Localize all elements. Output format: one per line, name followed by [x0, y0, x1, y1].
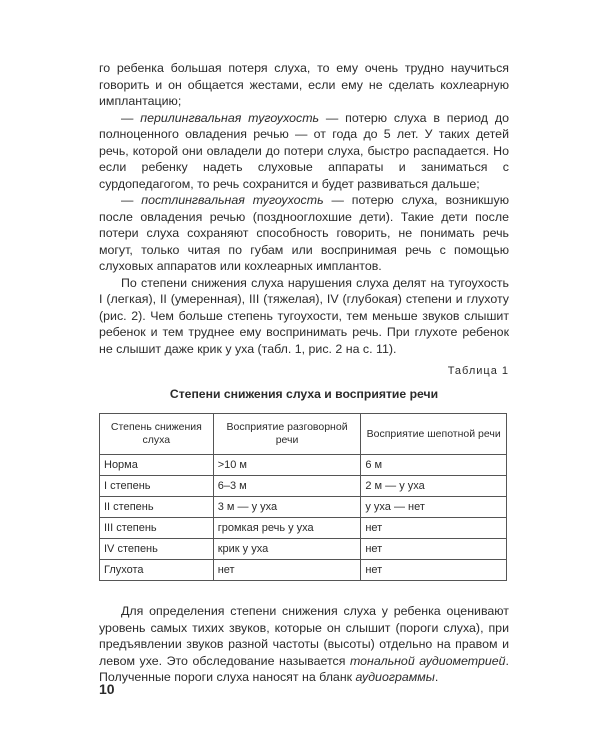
- cell-conversational: 3 м — у уха: [213, 497, 361, 518]
- cell-conversational: крик у уха: [213, 539, 361, 560]
- perilingual-text: — потерю слуха в период до полноценного овладения речью — от года до 5 лет. У таких детей речь, которой они овладели до потери слуха, быстро распадается. Но если ребенку надеть слуховые аппараты и заниматься с сурдопедагогом, то речь сохранится и будет развиваться дальше;: [99, 110, 509, 191]
- cell-conversational: >10 м: [213, 455, 361, 476]
- cell-whisper: у уха — нет: [361, 497, 507, 518]
- table-label: Таблица 1: [447, 365, 509, 377]
- audiometry-text-a: Для определения степени снижения слуха у ребенка оценивают уровень самых тихих звуков, которые он слышит (пороги слуха), при предъявлении звуков разной частоты (высоты) отдельно на правом и левом ухе. Это обследование называется: [99, 604, 509, 668]
- term-tonal-audiometry: тональной аудиометрией: [349, 653, 506, 668]
- cell-whisper: нет: [361, 539, 507, 560]
- page-number: 10: [99, 681, 115, 697]
- paragraph-perilingual: [99, 110, 509, 193]
- postlingual-text: — потерю слуха, возникшую после овладения речью (позднооглохшие дети). Такие дети после потери слуха сохраняют способность говорить, не понимать речь могут, только читая по губам или воспринимая речь с помощью слуховых аппаратов или кохлеарных имплантов.: [99, 193, 509, 273]
- term-perilingual: перилингвальная тугоухость: [140, 110, 320, 125]
- table-row: [100, 455, 507, 476]
- term-postlingual: постлингвальная тугоухость: [141, 193, 324, 207]
- term-audiogram: аудиограммы: [355, 670, 435, 684]
- table-row: [100, 560, 507, 581]
- table-header-row: [100, 414, 507, 455]
- table-title: Степени снижения слуха и восприятие речи: [169, 387, 439, 401]
- cell-whisper: 6 м: [361, 455, 507, 476]
- cell-degree: III степень: [100, 518, 214, 539]
- paragraph-1: го ребенка большая потеря слуха, то ему очень трудно научиться говорить и он общается жестами, если ему не сделать кохлеарную имплантацию;: [99, 61, 509, 108]
- cell-conversational: громкая речь у уха: [213, 518, 361, 539]
- cell-degree: II степень: [100, 497, 214, 518]
- dash: —: [121, 110, 141, 125]
- paragraph-degrees: По степени снижения слуха нарушения слуха делят на тугоухость I (легкая), II (умеренная), III (тяжелая), IV (глубокая) степени и глухоту (рис. 2). Чем больше степень тугоухости, тем меньше звуков слышит ребенок и тем труднее ему воспринимать речь. При глухоте ребенок не слышит даже крик у уха (табл. 1, рис. 2 на с. 11).: [99, 275, 509, 356]
- header-whisper: Восприятие шепотной речи: [361, 414, 507, 455]
- dash: —: [121, 193, 142, 207]
- cell-degree: Норма: [100, 455, 214, 476]
- table-row: [100, 497, 507, 518]
- paragraph-audiometry: [99, 603, 509, 686]
- cell-whisper: нет: [361, 518, 507, 539]
- cell-conversational: 6–3 м: [213, 476, 361, 497]
- cell-whisper: 2 м — у уха: [361, 476, 507, 497]
- audiometry-text-c: .: [434, 670, 439, 684]
- page-content: [99, 60, 509, 686]
- table-row: [100, 518, 507, 539]
- audiometry-text-b: . Полученные пороги слуха наносят на бланк: [99, 653, 509, 684]
- cell-whisper: нет: [361, 560, 507, 581]
- cell-degree: IV степень: [100, 539, 214, 560]
- cell-degree: Глухота: [100, 560, 214, 581]
- paragraph-postlingual: [99, 192, 509, 275]
- cell-degree: I степень: [100, 476, 214, 497]
- hearing-table: [99, 413, 507, 581]
- header-conversational: Восприятие разговорной речи: [213, 414, 361, 455]
- cell-conversational: нет: [213, 560, 361, 581]
- table-row: [100, 539, 507, 560]
- header-degree: Степень снижения слуха: [100, 414, 214, 455]
- table-row: [100, 476, 507, 497]
